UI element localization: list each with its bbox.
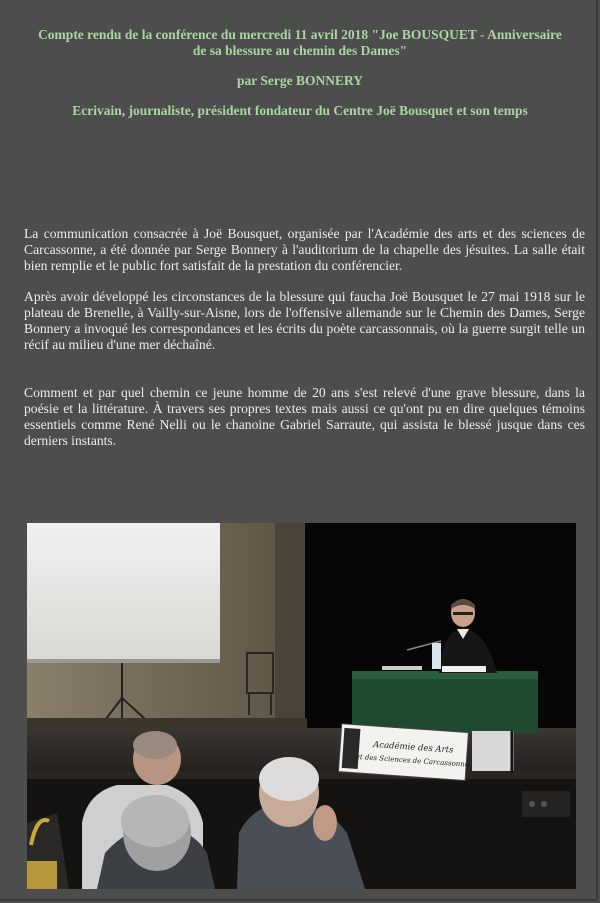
projection-screen bbox=[27, 523, 220, 661]
sign-text-line-1: Académie des Arts bbox=[372, 739, 454, 756]
article-body bbox=[24, 226, 585, 449]
paragraph-3: Comment et par quel chemin ce jeune homme de 20 ans s'est relevé d'une grave blessure, dans la poésie et la littérature. À travers ses propres textes mais aussi ce qu'ont pu en dire quelques témoins essentiels comme René Nelli ou le chanoine Gabriel Sarraute, qui assista le blessé jusque dans ces derniers instants. bbox=[24, 385, 585, 448]
article-author: par Serge BONNERY bbox=[236, 73, 364, 88]
paragraph-1: La communication consacrée à Joë Bousquet, organisée par l'Académie des arts et des sciences de Carcassonne, a été donnée par Serge Bonnery à l'auditorium de la chapelle des jésuites. La salle était bien remplie et le public fort satisfait de la prestation du conférencier. bbox=[24, 226, 585, 273]
article-title bbox=[20, 27, 580, 59]
article-header bbox=[20, 27, 580, 119]
sign-text-line-2: et des Sciences de Carcassonne bbox=[355, 752, 470, 769]
water-bottle bbox=[432, 643, 441, 669]
speaker-table bbox=[352, 671, 538, 733]
conference-photo-illustration bbox=[27, 523, 576, 889]
academy-sign bbox=[338, 724, 471, 781]
paragraph-2: Après avoir développé les circonstances de la blessure qui faucha Joë Bousquet le 27 mai 1918 sur le plateau de Brenelle, à Vailly-sur-Aisne, lors de l'offensive allemande sur le Chemin des Dames, Serge Bonnery a invoqué les correspondances et les écrits du poète carcassonnais, où la guerre surgit telle un récif au milieu d'une mer déchaîné. bbox=[24, 289, 585, 352]
author-role: Ecrivain, journaliste, président fondateur du Centre Joë Bousquet et son temps bbox=[72, 103, 528, 118]
title-line-2: de sa blessure au chemin des Dames" bbox=[192, 43, 408, 58]
title-line-1: Compte rendu de la conférence du mercredi 11 avril 2018 "Joe BOUSQUET - Anniversaire bbox=[38, 27, 562, 42]
conference-photo bbox=[27, 523, 576, 889]
